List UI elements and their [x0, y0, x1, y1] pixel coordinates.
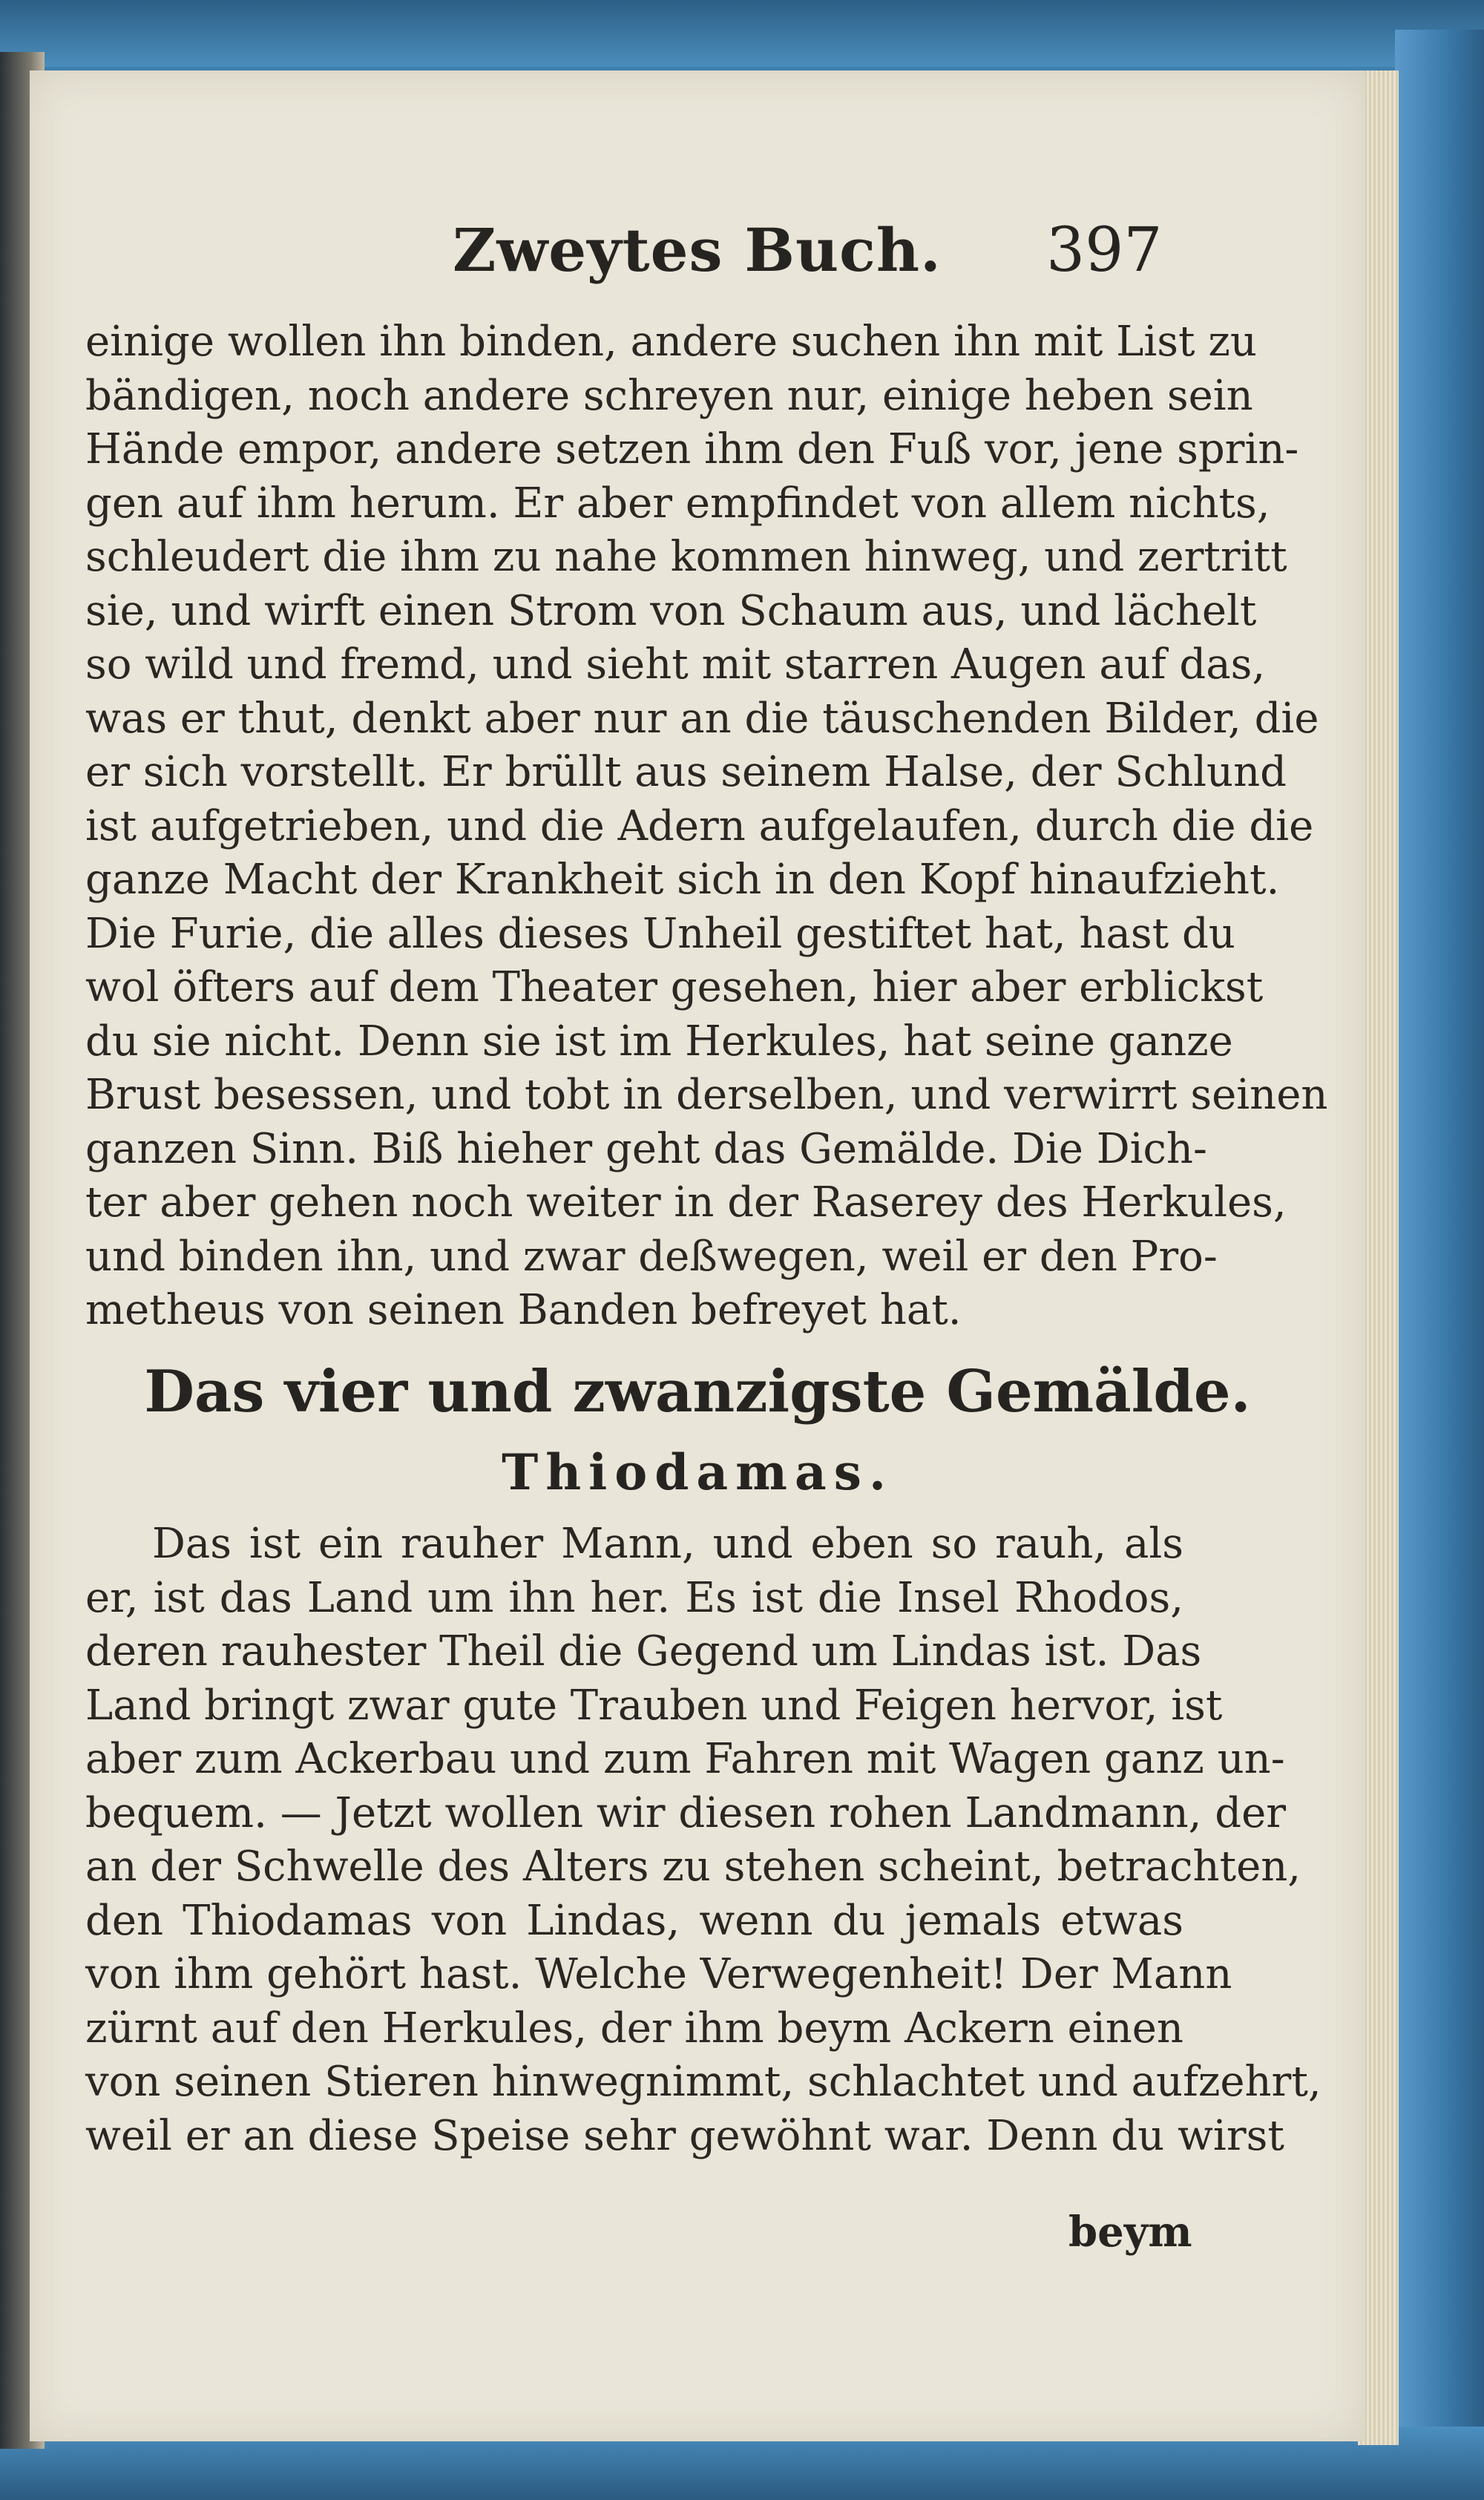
- text-line: Hände empor, andere setzen ihm den Fuß vor, jene sprin-: [85, 425, 1299, 473]
- text-line: schleudert die ihm zu nahe kommen hinweg, und zertritt: [85, 533, 1287, 581]
- paragraph-1: [85, 315, 1328, 1338]
- text-line: weil er an diese Speise sehr gewöhnt war. Denn du wirst: [85, 2111, 1284, 2160]
- text-line: ganze Macht der Krankheit sich in den Kopf hinaufzieht.: [85, 856, 1280, 904]
- text-line: er, ist das Land um ihn her. Es ist die Insel Rhodos,: [85, 1573, 1183, 1622]
- book-page: [30, 70, 1365, 2441]
- text-line: wol öfters auf dem Theater gesehen, hier aber erblickst: [85, 963, 1264, 1011]
- text-line: und binden ihn, und zwar deßwegen, weil er den Pro-: [85, 1232, 1218, 1281]
- text-line: was er thut, denkt aber nur an die täuschenden Bilder, die: [85, 694, 1319, 743]
- book-cover-top: [0, 0, 1484, 67]
- text-line: metheus von seinen Banden befreyet hat.: [85, 1286, 962, 1334]
- text-line: aber zum Ackerbau und zum Fahren mit Wagen ganz un-: [85, 1735, 1285, 1783]
- text-line: sie, und wirft einen Strom von Schaum aus, und lächelt: [85, 586, 1257, 635]
- text-line: von seinen Stieren hinwegnimmt, schlachtet und aufzehrt,: [85, 2058, 1322, 2106]
- text-line: einige wollen ihn binden, andere suchen ihn mit List zu: [85, 318, 1257, 366]
- section-title: Das vier und zwanzigste Gemälde.: [144, 1358, 1251, 1425]
- page-header: [30, 215, 1365, 297]
- section-subtitle: Thiodamas.: [502, 1443, 893, 1501]
- text-line: so wild und fremd, und sieht mit starren Augen auf das,: [85, 640, 1266, 689]
- text-line: den Thiodamas von Lindas, wenn du jemals etwas: [85, 1896, 1183, 1945]
- text-line: ist aufgetrieben, und die Adern aufgelaufen, durch die die: [85, 801, 1314, 850]
- page-number: 397: [1046, 215, 1163, 286]
- paragraph-2: [85, 1518, 1322, 2163]
- text-line: Das ist ein rauher Mann, und eben so rauh, als: [152, 1520, 1183, 1568]
- text-line: Brust besessen, und tobt in derselben, und verwirrt seinen: [85, 1071, 1328, 1119]
- text-line: er sich vorstellt. Er brüllt aus seinem Halse, der Schlund: [85, 748, 1287, 796]
- text-line: von ihm gehört hast. Welche Verwegenheit! Der Mann: [85, 1950, 1232, 1998]
- text-line: an der Schwelle des Alters zu stehen scheint, betrachten,: [85, 1843, 1301, 1891]
- text-line: bändigen, noch andere schreyen nur, einige heben sein: [85, 371, 1253, 420]
- text-line: Land bringt zwar gute Trauben und Feigen hervor, ist: [85, 1681, 1223, 1730]
- text-line: bequem. — Jetzt wollen wir diesen rohen Landmann, der: [85, 1788, 1287, 1837]
- text-line: gen auf ihm herum. Er aber empfindet von allem nichts,: [85, 479, 1270, 528]
- text-line: zürnt auf den Herkules, der ihm beym Ackern einen: [85, 2004, 1183, 2053]
- text-line: ter aber gehen noch weiter in der Raserey des Herkules,: [85, 1178, 1287, 1227]
- catchword: beym: [1068, 2208, 1192, 2257]
- text-line: deren rauhester Theil die Gegend um Lindas ist. Das: [85, 1627, 1202, 1676]
- text-line: Die Furie, die alles dieses Unheil gestiftet hat, hast du: [85, 909, 1235, 958]
- running-head: Zweytes Buch.: [453, 215, 942, 285]
- text-line: du sie nicht. Denn sie ist im Herkules, hat seine ganze: [85, 1017, 1233, 1066]
- text-line: ganzen Sinn. Biß hieher geht das Gemälde. Die Dich-: [85, 1124, 1207, 1173]
- book-cover-right: [1395, 30, 1484, 2449]
